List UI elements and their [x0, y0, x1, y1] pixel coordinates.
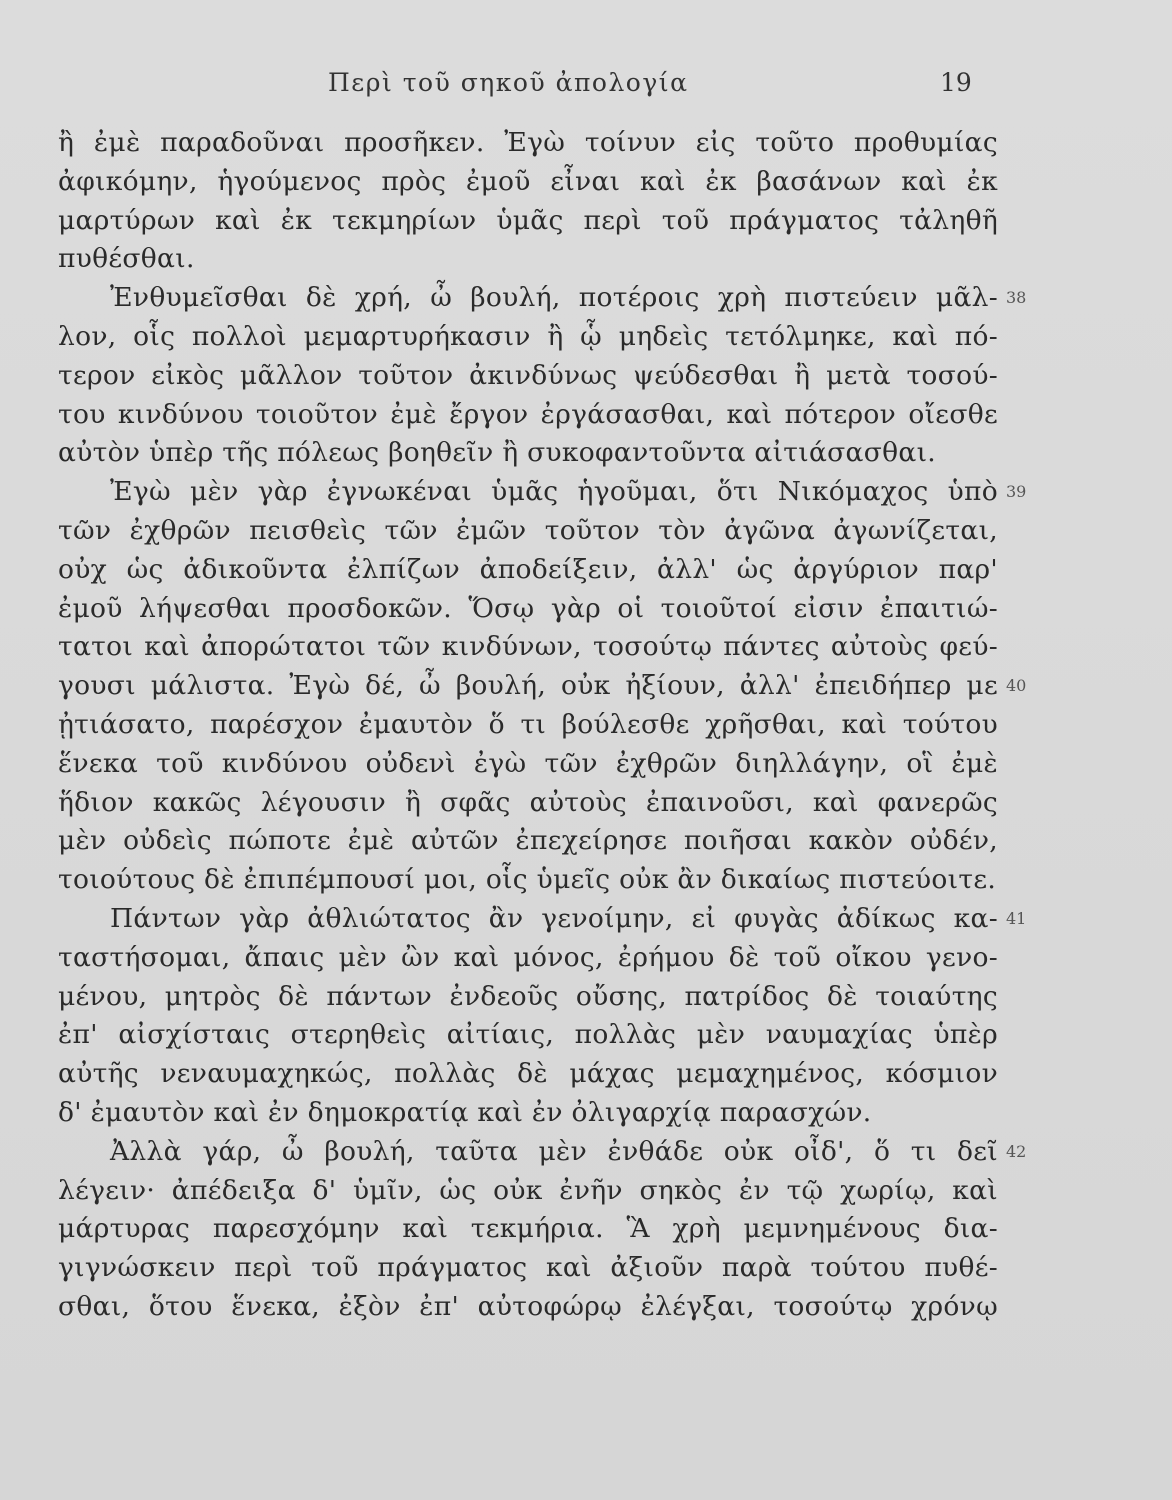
text-line [58, 396, 998, 435]
line-text: σθαι, ὅτου ἕνεκα, ἐξὸν ἐπ' αὐτοφώρῳ ἐλέγξαι, τοσούτῳ χρόνῳ [58, 1290, 998, 1322]
section-number: 39 [1006, 482, 1027, 502]
section-number: 42 [1006, 1141, 1027, 1161]
text-line [58, 822, 998, 861]
line-text: τῶν ἐχθρῶν πεισθεὶς τῶν ἐμῶν τοῦτον τὸν ἀγῶνα ἀγωνίζεται, [58, 514, 998, 546]
line-text: τερον εἰκὸς μᾶλλον τοῦτον ἀκινδύνως ψεύδεσθαι ἢ μετὰ τοσού- [58, 359, 998, 391]
text-line [58, 1172, 998, 1211]
section-number: 41 [1006, 908, 1027, 928]
text-line [58, 1016, 998, 1055]
text-line [58, 784, 998, 823]
text-line [58, 551, 998, 590]
text-line [58, 434, 998, 473]
text-line [58, 512, 998, 551]
text-line [58, 628, 998, 667]
text-line [58, 318, 998, 357]
text-line [58, 978, 998, 1017]
page-header [0, 68, 1172, 108]
line-text: ἐπ' αἰσχίσταις στερηθεὶς αἰτίαις, πολλὰς μὲν ναυμαχίας ὑπὲρ [58, 1019, 998, 1051]
text-line [58, 590, 998, 629]
line-text: οὐχ ὡς ἀδικοῦντα ἐλπίζων ἀποδείξειν, ἀλλ' ὡς ἀργύριον παρ' [58, 553, 998, 585]
line-text: ἐμοῦ λήψεσθαι προσδοκῶν. Ὅσῳ γὰρ οἱ τοιοῦτοί εἰσιν ἐπαιτιώ- [58, 592, 998, 624]
line-text: Ἐνθυμεῖσθαι δὲ χρή, ὦ βουλή, ποτέροις χρὴ πιστεύειν μᾶλ- [110, 282, 998, 314]
section-number: 40 [1006, 676, 1027, 696]
text-line [58, 706, 998, 745]
line-text: ᾐτιάσατο, παρέσχον ἐμαυτὸν ὅ τι βούλεσθε χρῆσθαι, καὶ τούτου [58, 708, 998, 740]
line-text: μαρτύρων καὶ ἐκ τεκμηρίων ὑμᾶς περὶ τοῦ πράγματος τἀληθῆ [58, 204, 998, 236]
text-line [58, 473, 1027, 512]
text-line [58, 900, 1027, 939]
text-line [58, 939, 998, 978]
line-text: Πάντων γὰρ ἀθλιώτατος ἂν γενοίμην, εἰ φυγὰς ἀδίκως κα- [110, 902, 998, 934]
line-text: λέγειν· ἀπέδειξα δ' ὑμῖν, ὡς οὐκ ἐνῆν σηκὸς ἐν τῷ χωρίῳ, καὶ [58, 1174, 998, 1206]
text-line [58, 1210, 998, 1249]
line-text: πυθέσθαι. [58, 243, 195, 275]
text-line [58, 667, 1027, 706]
line-text: ἀφικόμην, ἡγούμενος πρὸς ἐμοῦ εἶναι καὶ ἐκ βασάνων καὶ ἐκ [58, 165, 998, 197]
running-title: Περὶ τοῦ σηκοῦ ἀπολογία [328, 68, 689, 97]
text-line [58, 1288, 998, 1327]
line-text: μένου, μητρὸς δὲ πάντων ἐνδεοῦς οὔσης, πατρίδος δὲ τοιαύτης [58, 980, 998, 1012]
line-text: γιγνώσκειν περὶ τοῦ πράγματος καὶ ἀξιοῦν παρὰ τούτου πυθέ- [58, 1252, 998, 1284]
text-line [58, 240, 998, 279]
line-text: αὐτὸν ὑπὲρ τῆς πόλεως βοηθεῖν ἢ συκοφαντοῦντα αἰτιάσασθαι. [58, 437, 936, 469]
line-text: αὐτῆς νεναυμαχηκώς, πολλὰς δὲ μάχας μεμαχημένος, κόσμιον [58, 1058, 998, 1090]
line-text: μὲν οὐδεὶς πώποτε ἐμὲ αὐτῶν ἐπεχείρησε ποιῆσαι κακὸν οὐδέν, [58, 825, 998, 857]
line-text: γουσι μάλιστα. Ἐγὼ δέ, ὦ βουλή, οὐκ ἠξίουν, ἀλλ' ἐπειδήπερ με [58, 670, 998, 702]
line-text: Ἐγὼ μὲν γὰρ ἐγνωκέναι ὑμᾶς ἡγοῦμαι, ὅτι Νικόμαχος ὑπὸ [110, 476, 998, 508]
body-text [58, 124, 1027, 1327]
text-line [58, 124, 998, 163]
text-line [58, 1055, 998, 1094]
text-line [58, 1249, 998, 1288]
line-text: λον, οἷς πολλοὶ μεμαρτυρήκασιν ἢ ᾧ μηδεὶς τετόλμηκε, καὶ πό- [58, 320, 998, 352]
line-text: τοιούτους δὲ ἐπιπέμπουσί μοι, οἷς ὑμεῖς οὐκ ἂν δικαίως πιστεύοιτε. [58, 864, 997, 896]
text-line [58, 861, 998, 900]
line-text: ἥδιον κακῶς λέγουσιν ἢ σφᾶς αὐτοὺς ἐπαινοῦσι, καὶ φανερῶς [58, 786, 998, 818]
text-line [58, 1094, 998, 1133]
line-text: του κινδύνου τοιοῦτον ἐμὲ ἔργον ἐργάσασθαι, καὶ πότερον οἴεσθε [58, 398, 998, 430]
text-line [58, 163, 998, 202]
section-number: 38 [1006, 288, 1027, 308]
page-number: 19 [940, 68, 972, 97]
text-line [58, 202, 998, 241]
line-text: δ' ἐμαυτὸν καὶ ἐν δημοκρατίᾳ καὶ ἐν ὀλιγαρχίᾳ παρασχών. [58, 1096, 872, 1128]
text-line [58, 1133, 1027, 1172]
line-text: μάρτυρας παρεσχόμην καὶ τεκμήρια. Ἃ χρὴ μεμνημένους δια- [58, 1213, 998, 1245]
line-text: ταστήσομαι, ἄπαις μὲν ὢν καὶ μόνος, ἐρήμου δὲ τοῦ οἴκου γενο- [58, 941, 998, 973]
text-line [58, 745, 998, 784]
line-text: Ἀλλὰ γάρ, ὦ βουλή, ταῦτα μὲν ἐνθάδε οὐκ οἶδ', ὅ τι δεῖ [110, 1135, 998, 1167]
line-text: τατοι καὶ ἀπορώτατοι τῶν κινδύνων, τοσούτῳ πάντες αὐτοὺς φεύ- [58, 631, 998, 663]
text-line [58, 357, 998, 396]
text-line [58, 279, 1027, 318]
line-text: ἕνεκα τοῦ κινδύνου οὐδενὶ ἐγὼ τῶν ἐχθρῶν διηλλάγην, οἳ ἐμὲ [58, 747, 998, 779]
line-text: ἢ ἐμὲ παραδοῦναι προσῆκεν. Ἐγὼ τοίνυν εἰς τοῦτο προθυμίας [58, 127, 998, 158]
